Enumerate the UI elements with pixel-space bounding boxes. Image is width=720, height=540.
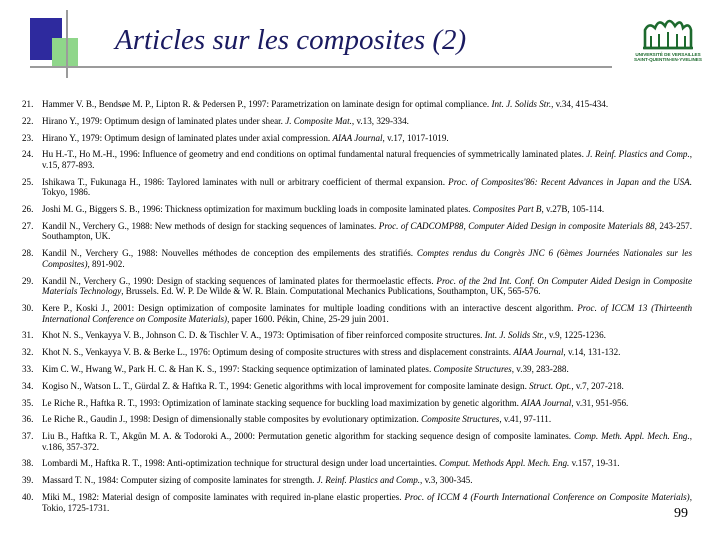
decor-green-square: [52, 38, 78, 66]
logo-line-1: UNIVERSITÉ DE VERSAILLES: [635, 52, 701, 57]
decor-horizontal-rule: [30, 66, 612, 68]
page-number: 99: [674, 506, 688, 521]
reference-item: 34. Kogiso N., Watson L. T., Gürdal Z. & Haftka R. T., 1994: Genetic algorithms with local improvement for composite laminate design. Struct. Opt., v.7, 207-218.: [22, 380, 624, 391]
university-logo: [632, 14, 704, 72]
reference-item: 37. Liu B., Haftka R. T., Akgün M. A. & Todoroki A., 2000: Permutation genetic algorithm for stacking sequence design of composite laminates. Comp. Meth. Appl. Mech. Eng., v.186, 357-372.: [22, 431, 693, 452]
reference-list: [22, 99, 692, 519]
reference-item: 24. Hu H.-T., Ho M.-H., 1996: Influence of geometry and end conditions on optimal fundamental natural frequencies of symmetrically laminated plates. J. Reinf. Plastics and Comp., v.15, 877-893.: [22, 149, 693, 170]
reference-item: 22. Hirano Y., 1979: Optimum design of laminated plates under shear. J. Composite Mat., v.13, 329-334.: [22, 115, 409, 126]
reference-item: 28. Kandil N., Verchery G., 1988: Nouvelles méthodes de conception des empilements des stratifiés. Comptes rendus du Congrès JNC 6 (6èmes Journées Nationales sur les Composites), 891-902.: [22, 248, 692, 269]
reference-item: 30. Kere P., Koski J., 2001: Design optimization of composite laminates for multiple loading conditions with an interactive descent algorithm. Proc. of ICCM 13 (Thirteenth International Conference on Composite Materials), paper 1600. Pékin, Chine, 25-29 juin 2001.: [22, 303, 692, 324]
logo-building-icon: [641, 14, 695, 52]
logo-line-2: SAINT-QUENTIN-EN-YVELINES: [634, 57, 702, 63]
reference-item: 35. Le Riche R., Haftka R. T., 1993: Optimization of laminate stacking sequence for buckling load maximization by genetic algorithm. AIAA Journal, v.31, 951-956.: [22, 397, 629, 408]
reference-item: 36. Le Riche R., Gaudin J., 1998: Design of dimensionally stable composites by evolutionary optimization. Composite Structures, v.41, 97-111.: [22, 414, 552, 425]
reference-item: 32. Khot N. S., Venkayya V. B. & Berke L., 1976: Optimum desing of composite structures with stress and displacement constraints. AIAA Journal, v.14, 131-132.: [22, 347, 621, 358]
reference-item: 26. Joshi M. G., Biggers S. B., 1996: Thickness optimization for maximum buckling loads in composite laminated plates. Composites Part B, v.27B, 105-114.: [22, 204, 605, 215]
reference-item: 27. Kandil N., Verchery G., 1988: New methods of design for stacking sequences of laminates. Proc. of CADCOMP88, Computer Aided Design in composite Materials 88, 243-257. Southampton, UK.: [22, 220, 692, 242]
reference-item: 25. Ishikawa T., Fukunaga H., 1986: Taylored laminates with null or arbitrary coefficient of thermal expansion. Proc. of Composites'86: Recent Advances in Japan and the USA. Tokyo, 1986.: [22, 176, 692, 198]
reference-item: 29. Kandil N., Verchery G., 1990: Design of stacking sequences of laminated plates for thermoelastic effects. Proc. of the 2nd Int. Conf. On Computer Aided Design in Composite Materials Technology, Brussels. Ed. W. P. De Wilde & W. R. Blain. Computational Mechanics Publications, Southampton, UK, 565-576.: [22, 275, 692, 297]
reference-item: 39. Massard T. N., 1984: Computer sizing of composite laminates for strength. J. Reinf. Plastics and Comp., v.3, 300-345.: [22, 475, 473, 486]
reference-item: 23. Hirano Y., 1979: Optimum design of laminated plates under axial compression. AIAA Journal, v.17, 1017-1019.: [22, 132, 449, 143]
reference-item: 38. Lombardi M., Haftka R. T., 1998: Anti-optimization technique for structural design under load uncertainties. Comput. Methods Appl. Mech. Eng. v.157, 19-31.: [22, 458, 620, 469]
reference-item: 40. Miki M., 1982: Material design of composite laminates with required in-plane elastic properties. Proc. of ICCM 4 (Fourth International Conference on Composite Materials), Tokio, 1725-1731.: [22, 492, 692, 513]
slide-title: Articles sur les composites (2): [115, 24, 467, 56]
reference-item: 21. Hammer V. B., Bendsøe M. P., Lipton R. & Pedersen P., 1997: Parametrization on laminate design for optimal compliance. Int. J. Solids Str., v.34, 415-434.: [22, 99, 609, 109]
reference-item: 31. Khot N. S., Venkayya V. B., Johnson C. D. & Tischler V. A., 1973: Optimisation of fiber reinforced composite structures. Int. J. Solids Str., v.9, 1225-1236.: [22, 330, 606, 341]
reference-item: 33. Kim C. W., Hwang W., Park H. C. & Han K. S., 1997: Stacking sequence optimization of laminated plates. Composite Structures, v.39, 283-288.: [22, 363, 569, 374]
